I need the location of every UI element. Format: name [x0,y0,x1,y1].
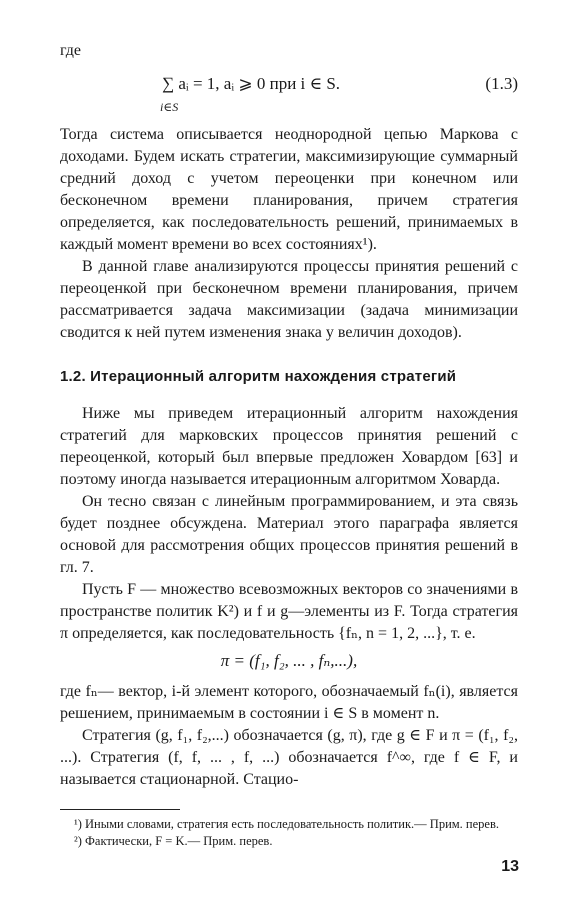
paragraph-5: Пусть F — множество всевозможных векторов со значениями в пространстве политик K²) и f и g—элементы из F. Тогда стратегия π определяется, как последовательность {fₙ, n = 1, 2, ...}, т. е. [60,581,518,642]
paragraph-1: Тогда система описывается неоднородной цепью Маркова с доходами. Будем искать стратегии, максимизирующие суммарный средний доход с учетом переоценки при конечном или бесконечном времени планирования, причем стратегия определяется, как последовательность решений, принимаемых в каждый момент времени во всех состояниях¹). [60,126,518,253]
paragraph-3: Ниже мы приведем итерационный алгоритм нахождения стратегий для марковских процессов принятия решений с переоценкой, который был впервые предложен Ховардом [63] и поэтому иногда называется итерационным алгоритмом Ховарда. [60,405,518,488]
footnote-1: ¹) Иными словами, стратегия есть последовательность политик.— Прим. перев. [74,817,499,831]
section-heading: 1.2. Итерационный алгоритм нахождения стратегий [60,368,457,385]
footnote-2: ²) Фактически, F = K.— Прим. перев. [74,834,273,848]
paragraph-6: где fₙ— вектор, i-й элемент которого, обозначаемый fₙ(i), является решением, принимаемым в состоянии i ∈ S в момент n. [60,683,518,722]
formula-strategy: π = (f₁, f₂, ... , fₙ,...), [220,651,358,670]
page-number: 13 [501,858,519,875]
footnotes [60,816,518,850]
formula-subscript: i∈S [160,100,179,114]
footnote-separator [60,809,180,810]
formula-number: (1.3) [485,74,518,93]
page-body [60,40,518,850]
paragraph-7: Стратегия (g, f₁, f₂,...) обозначается (g, π), где g ∈ F и π = (f₁, f₂, ...). Стратегия (f, f, ... , f, ...) обозначается f^∞, где f ∈ F, и называется стационарной. Стацио- [60,727,518,788]
formula-1-3 [60,64,518,116]
paragraph-2: В данной главе анализируются процессы принятия решений с переоценкой при бесконечном времени планирования, причем рассматривается задача максимизации (задача минимизации сводится к ней путем изменения знака у величин доходов). [60,258,518,341]
formula-expression: ∑ aᵢ = 1, aᵢ ⩾ 0 при i ∈ S. [162,74,341,93]
intro-word: где [60,42,82,59]
paragraph-4: Он тесно связан с линейным программированием, и эта связь будет позднее обсуждена. Материал этого параграфа является основой для рассмотрения общих процессов принятия решений в гл. 7. [60,493,518,576]
